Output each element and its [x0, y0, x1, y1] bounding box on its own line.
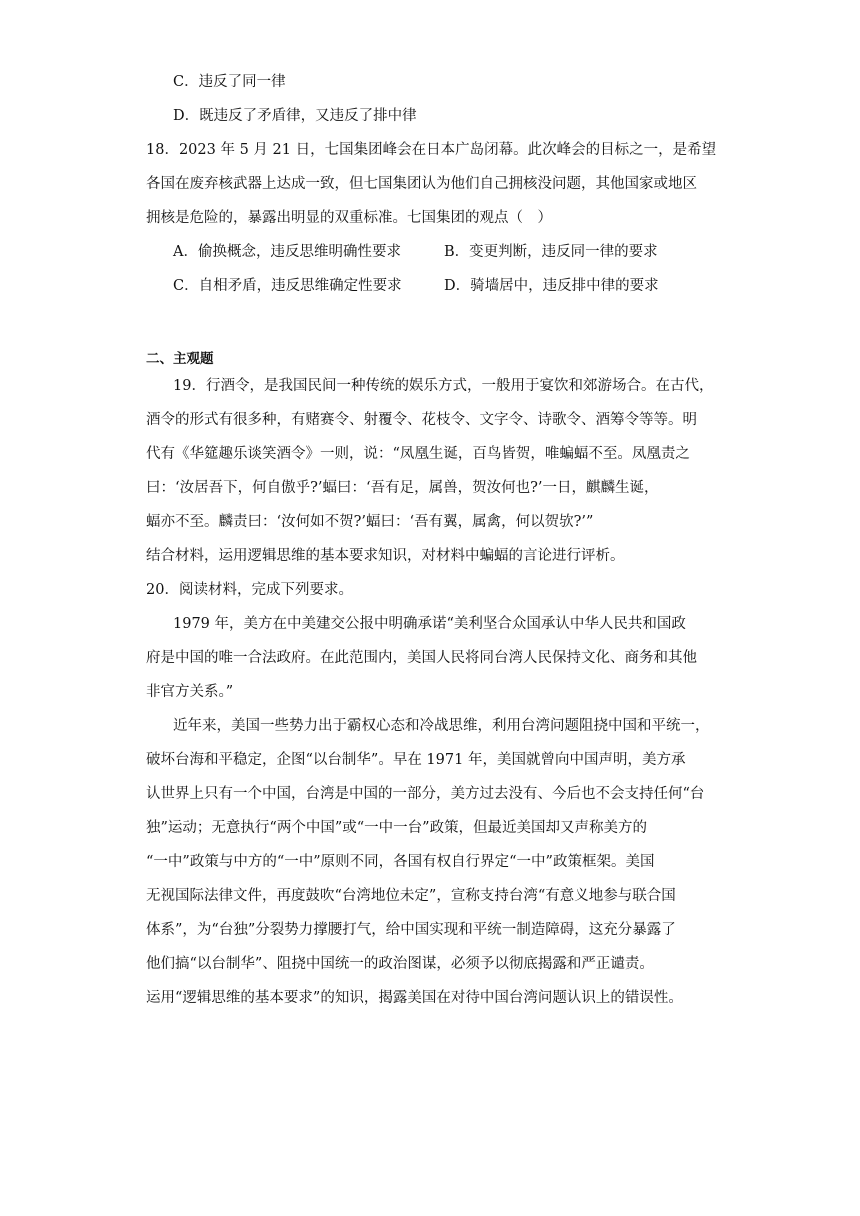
- q19-material-line-1: 19．行酒令，是我国民间一种传统的娱乐方式，一般用于宴饮和郊游场合。在古代，: [173, 378, 714, 394]
- q18-option-c[interactable]: C．自相矛盾，违反思维确定性要求: [173, 278, 402, 294]
- q18-stem-line-1: 18．2023 年 5 月 21 日，七国集团峰会在日本广岛闭幕。此次峰会的目标之一，是希望: [146, 142, 717, 158]
- q19-material-line-5: 蝠亦不至。麟责曰：‘汝何如不贺?’蝠曰：‘吾有翼，属禽，何以贺欤?’”: [146, 514, 594, 530]
- q17-option-d[interactable]: D．既违反了矛盾律，又违反了排中律: [173, 108, 417, 124]
- q18-option-b[interactable]: B．变更判断，违反同一律的要求: [444, 244, 658, 260]
- q20-para1-line-3: 非官方关系。”: [146, 684, 234, 700]
- q20-stem: 20．阅读材料，完成下列要求。: [146, 582, 353, 598]
- q19-material-line-4: 曰：‘汝居吾下，何自傲乎?’蝠曰：‘吾有足，属兽，贺汝何也?’一日，麒麟生诞，: [146, 480, 659, 496]
- q17-option-c[interactable]: C．违反了同一律: [173, 74, 286, 90]
- q20-para2-line-4: 独”运动；无意执行“两个中国”或“一中一台”政策，但最近美国却又声称美方的: [146, 820, 648, 836]
- q19-task: 结合材料，运用逻辑思维的基本要求知识，对材料中蝙蝠的言论进行评析。: [146, 548, 625, 564]
- q18-stem-line-2: 各国在废弃核武器上达成一致，但七国集团认为他们自己拥核没问题，其他国家或地区: [146, 176, 697, 192]
- q18-stem-line-3: 拥核是危险的，暴露出明显的双重标准。七国集团的观点（ ）: [146, 210, 552, 226]
- q20-para2-line-5: “一中”政策与中方的“一中”原则不同，各国有权自行界定“一中”政策框架。美国: [146, 854, 655, 870]
- q20-para2-line-3: 认世界上只有一个中国，台湾是中国的一部分，美方过去没有、今后也不会支持任何“台: [146, 786, 705, 802]
- q20-para2-line-1: 近年来，美国一些势力出于霸权心态和冷战思维，利用台湾问题阻挠中国和平统一，: [173, 718, 710, 734]
- q20-para2-line-6: 无视国际法律文件，再度鼓吹“台湾地位未定”，宣称支持台湾“有意义地参与联合国: [146, 888, 676, 904]
- q20-para1-line-1: 1979 年，美方在中美建交公报中明确承诺“美利坚合众国承认中华人民共和国政: [173, 616, 686, 632]
- q19-material-line-3: 代有《华筵趣乐谈笑酒令》一则，说：“凤凰生诞，百鸟皆贺，唯蝙蝠不至。凤凰责之: [146, 446, 690, 462]
- q20-para1-line-2: 府是中国的唯一合法政府。在此范围内，美国人民将同台湾人民保持文化、商务和其他: [146, 650, 697, 666]
- q19-material-line-2: 酒令的形式有很多种，有赌赛令、射覆令、花枝令、文字令、诗歌令、酒筹令等等。明: [146, 412, 697, 428]
- section-title: 二、主观题: [146, 351, 214, 367]
- q20-para2-line-8: 他们搞“以台制华”、阻挠中国统一的政治图谋，必须予以彻底揭露和严正谴责。: [146, 956, 654, 972]
- q18-option-a[interactable]: A．偷换概念，违反思维明确性要求: [173, 244, 401, 260]
- q20-para2-line-7: 体系”，为“台独”分裂势力撑腰打气，给中国实现和平统一制造障碍，这充分暴露了: [146, 922, 676, 938]
- q20-para2-line-2: 破坏台海和平稳定，企图“以台制华”。早在 1971 年，美国就曾向中国声明，美方承: [146, 752, 686, 768]
- q20-task: 运用“逻辑思维的基本要求”的知识，揭露美国在对待中国台湾问题认识上的错误性。: [146, 990, 683, 1006]
- q18-option-d[interactable]: D．骑墙居中，违反排中律的要求: [444, 278, 659, 294]
